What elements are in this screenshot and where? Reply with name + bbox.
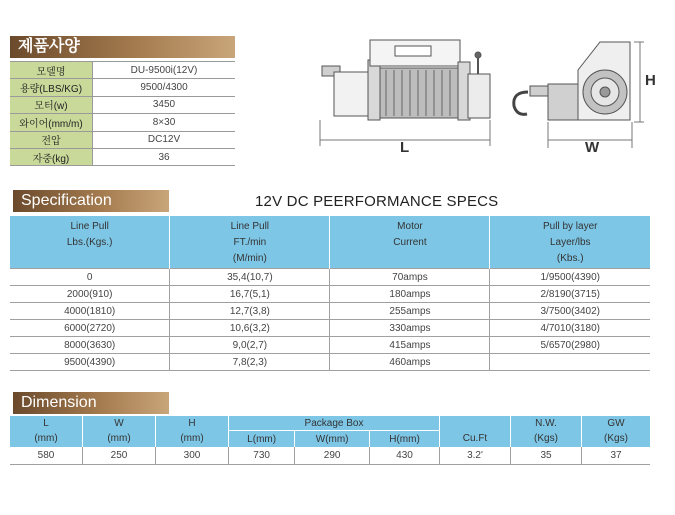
column-header — [330, 216, 490, 269]
dimension-label-h: H — [645, 72, 656, 89]
winch-diagram — [0, 0, 675, 160]
table-cell: 430 — [370, 447, 440, 465]
table-header-row — [10, 416, 650, 431]
specification-badge: Specification — [13, 190, 169, 212]
unit-header: (Kgs) — [582, 431, 651, 448]
dimension-table — [10, 416, 650, 465]
table-cell: 35,4(10,7) — [170, 269, 330, 286]
spec-value: 36 — [93, 148, 236, 165]
table-row — [10, 269, 650, 286]
table-cell — [490, 354, 650, 371]
column-header: L — [10, 416, 83, 431]
table-cell: 250 — [83, 447, 156, 465]
column-header-package-box: Package Box — [229, 416, 440, 431]
header-line: Current — [393, 237, 427, 248]
spec-key: 용량(LBS/KG) — [10, 79, 93, 96]
spec-value: 3450 — [93, 96, 236, 113]
table-cell: 290 — [295, 447, 370, 465]
performance-table — [10, 216, 650, 371]
performance-title: 12V DC PEERFORMANCE SPECS — [255, 193, 499, 210]
kr-spec-header: 제품사양 — [10, 36, 235, 58]
table-cell: 255amps — [330, 303, 490, 320]
table-row — [10, 320, 650, 337]
table-cell: 6000(2720) — [10, 320, 170, 337]
table-cell: 7,8(2,3) — [170, 354, 330, 371]
table-header-row — [10, 431, 650, 448]
unit-header: (mm) — [83, 431, 156, 448]
header-line: Motor — [397, 221, 423, 232]
unit-header: Cu.Ft — [440, 431, 511, 448]
table-cell: 37 — [582, 447, 651, 465]
table-row — [10, 354, 650, 371]
unit-header: (mm) — [156, 431, 229, 448]
column-header: W — [83, 416, 156, 431]
spec-value: 9500/4300 — [93, 79, 236, 96]
column-header — [440, 416, 511, 431]
spec-key: 자중(kg) — [10, 148, 93, 165]
table-cell: 70amps — [330, 269, 490, 286]
header-line: Lbs.(Kgs.) — [66, 237, 113, 248]
header-line: Line Pull — [70, 221, 109, 232]
header-line: Pull by layer — [543, 221, 598, 232]
header-line: FT./min — [233, 237, 267, 248]
table-cell: 10,6(3,2) — [170, 320, 330, 337]
table-cell: 9500(4390) — [10, 354, 170, 371]
spec-key: 전압 — [10, 131, 93, 148]
table-header-row — [10, 216, 650, 269]
table-row — [10, 337, 650, 354]
header-line: (Kbs.) — [556, 253, 584, 264]
table-row — [10, 286, 650, 303]
header-line: Layer/lbs — [549, 237, 591, 248]
table-cell: 1/9500(4390) — [490, 269, 650, 286]
spec-value: 8×30 — [93, 114, 236, 131]
winch-side-view — [322, 40, 490, 120]
column-header — [170, 216, 330, 269]
table-cell: 8000(3630) — [10, 337, 170, 354]
table-cell: 300 — [156, 447, 229, 465]
table-row — [10, 303, 650, 320]
table-row — [10, 447, 650, 465]
table-cell: 3/7500(3402) — [490, 303, 650, 320]
header-line: Line Pull — [230, 221, 270, 232]
table-cell: 3.2' — [440, 447, 511, 465]
spec-value: DU-9500i(12V) — [93, 62, 236, 79]
spec-key: 모터(w) — [10, 96, 93, 113]
table-cell: 180amps — [330, 286, 490, 303]
dimension-label-w: W — [585, 139, 600, 156]
table-cell: 730 — [229, 447, 295, 465]
header-line: (M/min) — [232, 253, 267, 264]
table-cell: 580 — [10, 447, 83, 465]
unit-header: W(mm) — [295, 431, 370, 448]
spec-key: 와이어(mm/m) — [10, 114, 93, 131]
dimension-label-l: L — [400, 139, 410, 156]
table-cell: 16,7(5,1) — [170, 286, 330, 303]
table-cell: 9,0(2,7) — [170, 337, 330, 354]
table-cell: 4/7010(3180) — [490, 320, 650, 337]
column-header: GW — [582, 416, 651, 431]
column-header: H — [156, 416, 229, 431]
table-cell: 12,7(3,8) — [170, 303, 330, 320]
column-header — [10, 216, 170, 269]
winch-end-view — [514, 42, 630, 120]
unit-header: (mm) — [10, 431, 83, 448]
spec-key: 모델명 — [10, 62, 93, 79]
table-cell: 460amps — [330, 354, 490, 371]
unit-header: L(mm) — [229, 431, 295, 448]
table-cell: 35 — [511, 447, 582, 465]
unit-header: (Kgs) — [511, 431, 582, 448]
table-cell: 0 — [10, 269, 170, 286]
spec-value: DC12V — [93, 131, 236, 148]
table-cell: 4000(1810) — [10, 303, 170, 320]
column-header: N.W. — [511, 416, 582, 431]
table-cell: 330amps — [330, 320, 490, 337]
table-cell: 2/8190(3715) — [490, 286, 650, 303]
table-cell: 5/6570(2980) — [490, 337, 650, 354]
dimension-badge: Dimension — [13, 392, 169, 414]
table-cell: 2000(910) — [10, 286, 170, 303]
column-header — [490, 216, 650, 269]
unit-header: H(mm) — [370, 431, 440, 448]
table-cell: 415amps — [330, 337, 490, 354]
